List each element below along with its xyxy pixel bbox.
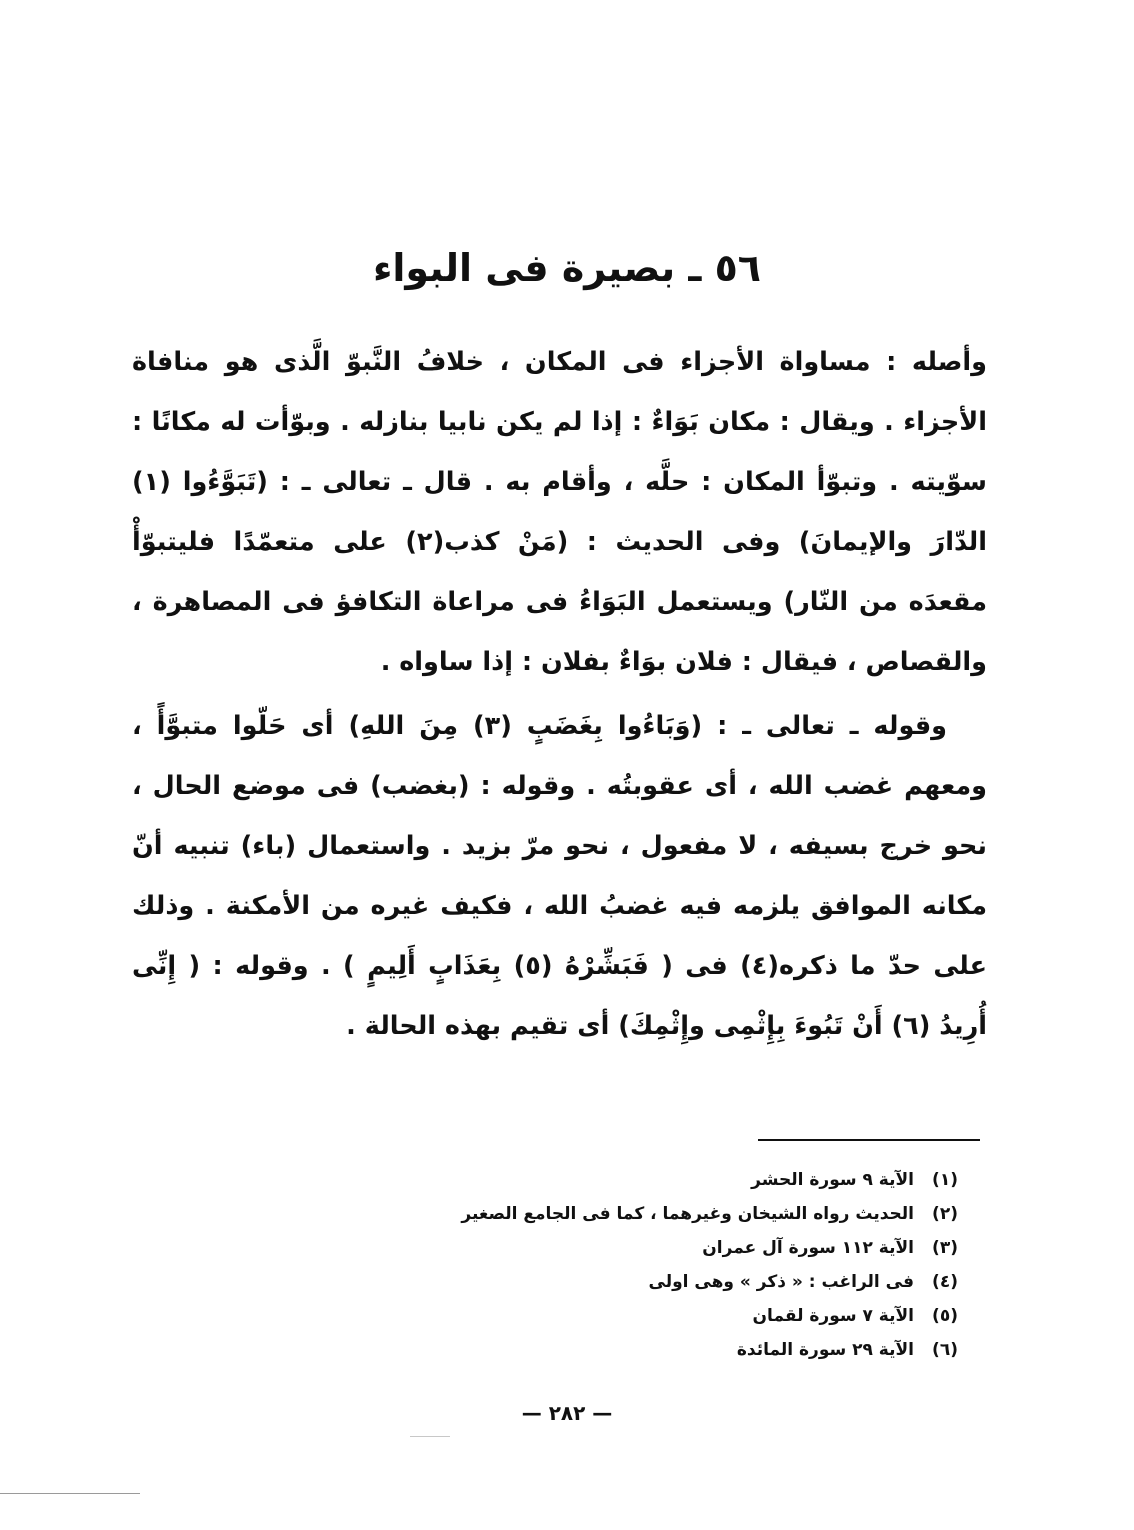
footnote-text: الآية ٩ سورة الحشر (751, 1170, 914, 1190)
scan-artifact-line (0, 1493, 140, 1494)
footnote-separator (758, 1139, 980, 1141)
footnote-2 (308, 1197, 958, 1231)
footnote-number: (٢) (932, 1204, 958, 1224)
section-title: ٥٦ ـ بصيرة فى البواء (372, 246, 761, 291)
page-number: — ٢٨٢ — (521, 1401, 613, 1425)
footnotes-list (308, 1163, 958, 1367)
scan-artifact-line (410, 1436, 450, 1437)
footnote-4 (308, 1265, 958, 1299)
footnote-6 (308, 1333, 958, 1367)
footnote-3 (308, 1231, 958, 1265)
paragraph-2: وقوله ـ تعالى ـ : (وَبَاءُوا بِغَضَبٍ (٣) مِنَ اللهِ) أى حَلّوا متبوَّأً ، ومعهم غضب الله ، أى عقوبتُه . وقوله : (بغضب) فى موضع الحال ، نحو خرج بسيفه ، لا مفعول ، نحو مرّ بزيد . واستعمال (باء) تنبيه أنّ مكانه الموافق يلزمه فيه غضبُ الله ، فكيف غيره من الأمكنة . وذلك على حدّ ما ذكره(٤) فى ( فَبَشِّرْهُ (٥) بِعَذَابٍ أَلِيمٍ ) . وقوله : ( إِنِّى أُرِيدُ (٦) أَنْ تَبُوءَ بِإِثْمِى وإِثْمِكَ) أى تقيم بهذه الحالة . (132, 711, 988, 1041)
footnote-text: الآية ١١٢ سورة آل عمران (702, 1238, 914, 1258)
footnote-number: (٦) (932, 1340, 958, 1360)
footnote-5 (308, 1299, 958, 1333)
footnote-text: الآية ٢٩ سورة المائدة (736, 1340, 914, 1360)
footnote-number: (١) (932, 1170, 958, 1190)
footnote-text: الآية ٧ سورة لقمان (752, 1306, 914, 1326)
footnote-number: (٣) (932, 1238, 958, 1258)
footnote-number: (٥) (932, 1306, 958, 1326)
paragraph-1: وأصله : مساواة الأجزاء فى المكان ، خلافُ النَّبوّ الَّذى هو منافاة الأجزاء . ويقال : مكان بَوَاءٌ : إذا لم يكن نابيا بنازله . وبوّأت له مكانًا : سوّيته . وتبوّأ المكان : حلَّه ، وأقام به . قال ـ تعالى ـ : (تَبَوَّءُوا (١) الدّارَ والإيمانَ) وفى الحديث : (مَنْ كذب(٢) على متعمّدًا فليتبوّأْ مقعدَه من النّار) ويستعمل البَوَاءُ فى مراعاة التكافؤ فى المصاهرة ، والقصاص ، فيقال : فلان بوَاءٌ بفلان : إذا ساواه . (132, 347, 987, 677)
body-text (132, 332, 987, 1056)
footnote-text: فى الراغب : « ذكر » وهى اولى (648, 1272, 914, 1292)
footnote-text: الحديث رواه الشيخان وغيرهما ، كما فى الجامع الصغير (461, 1204, 914, 1224)
footnote-number: (٤) (932, 1272, 958, 1292)
footnote-1 (308, 1163, 958, 1197)
